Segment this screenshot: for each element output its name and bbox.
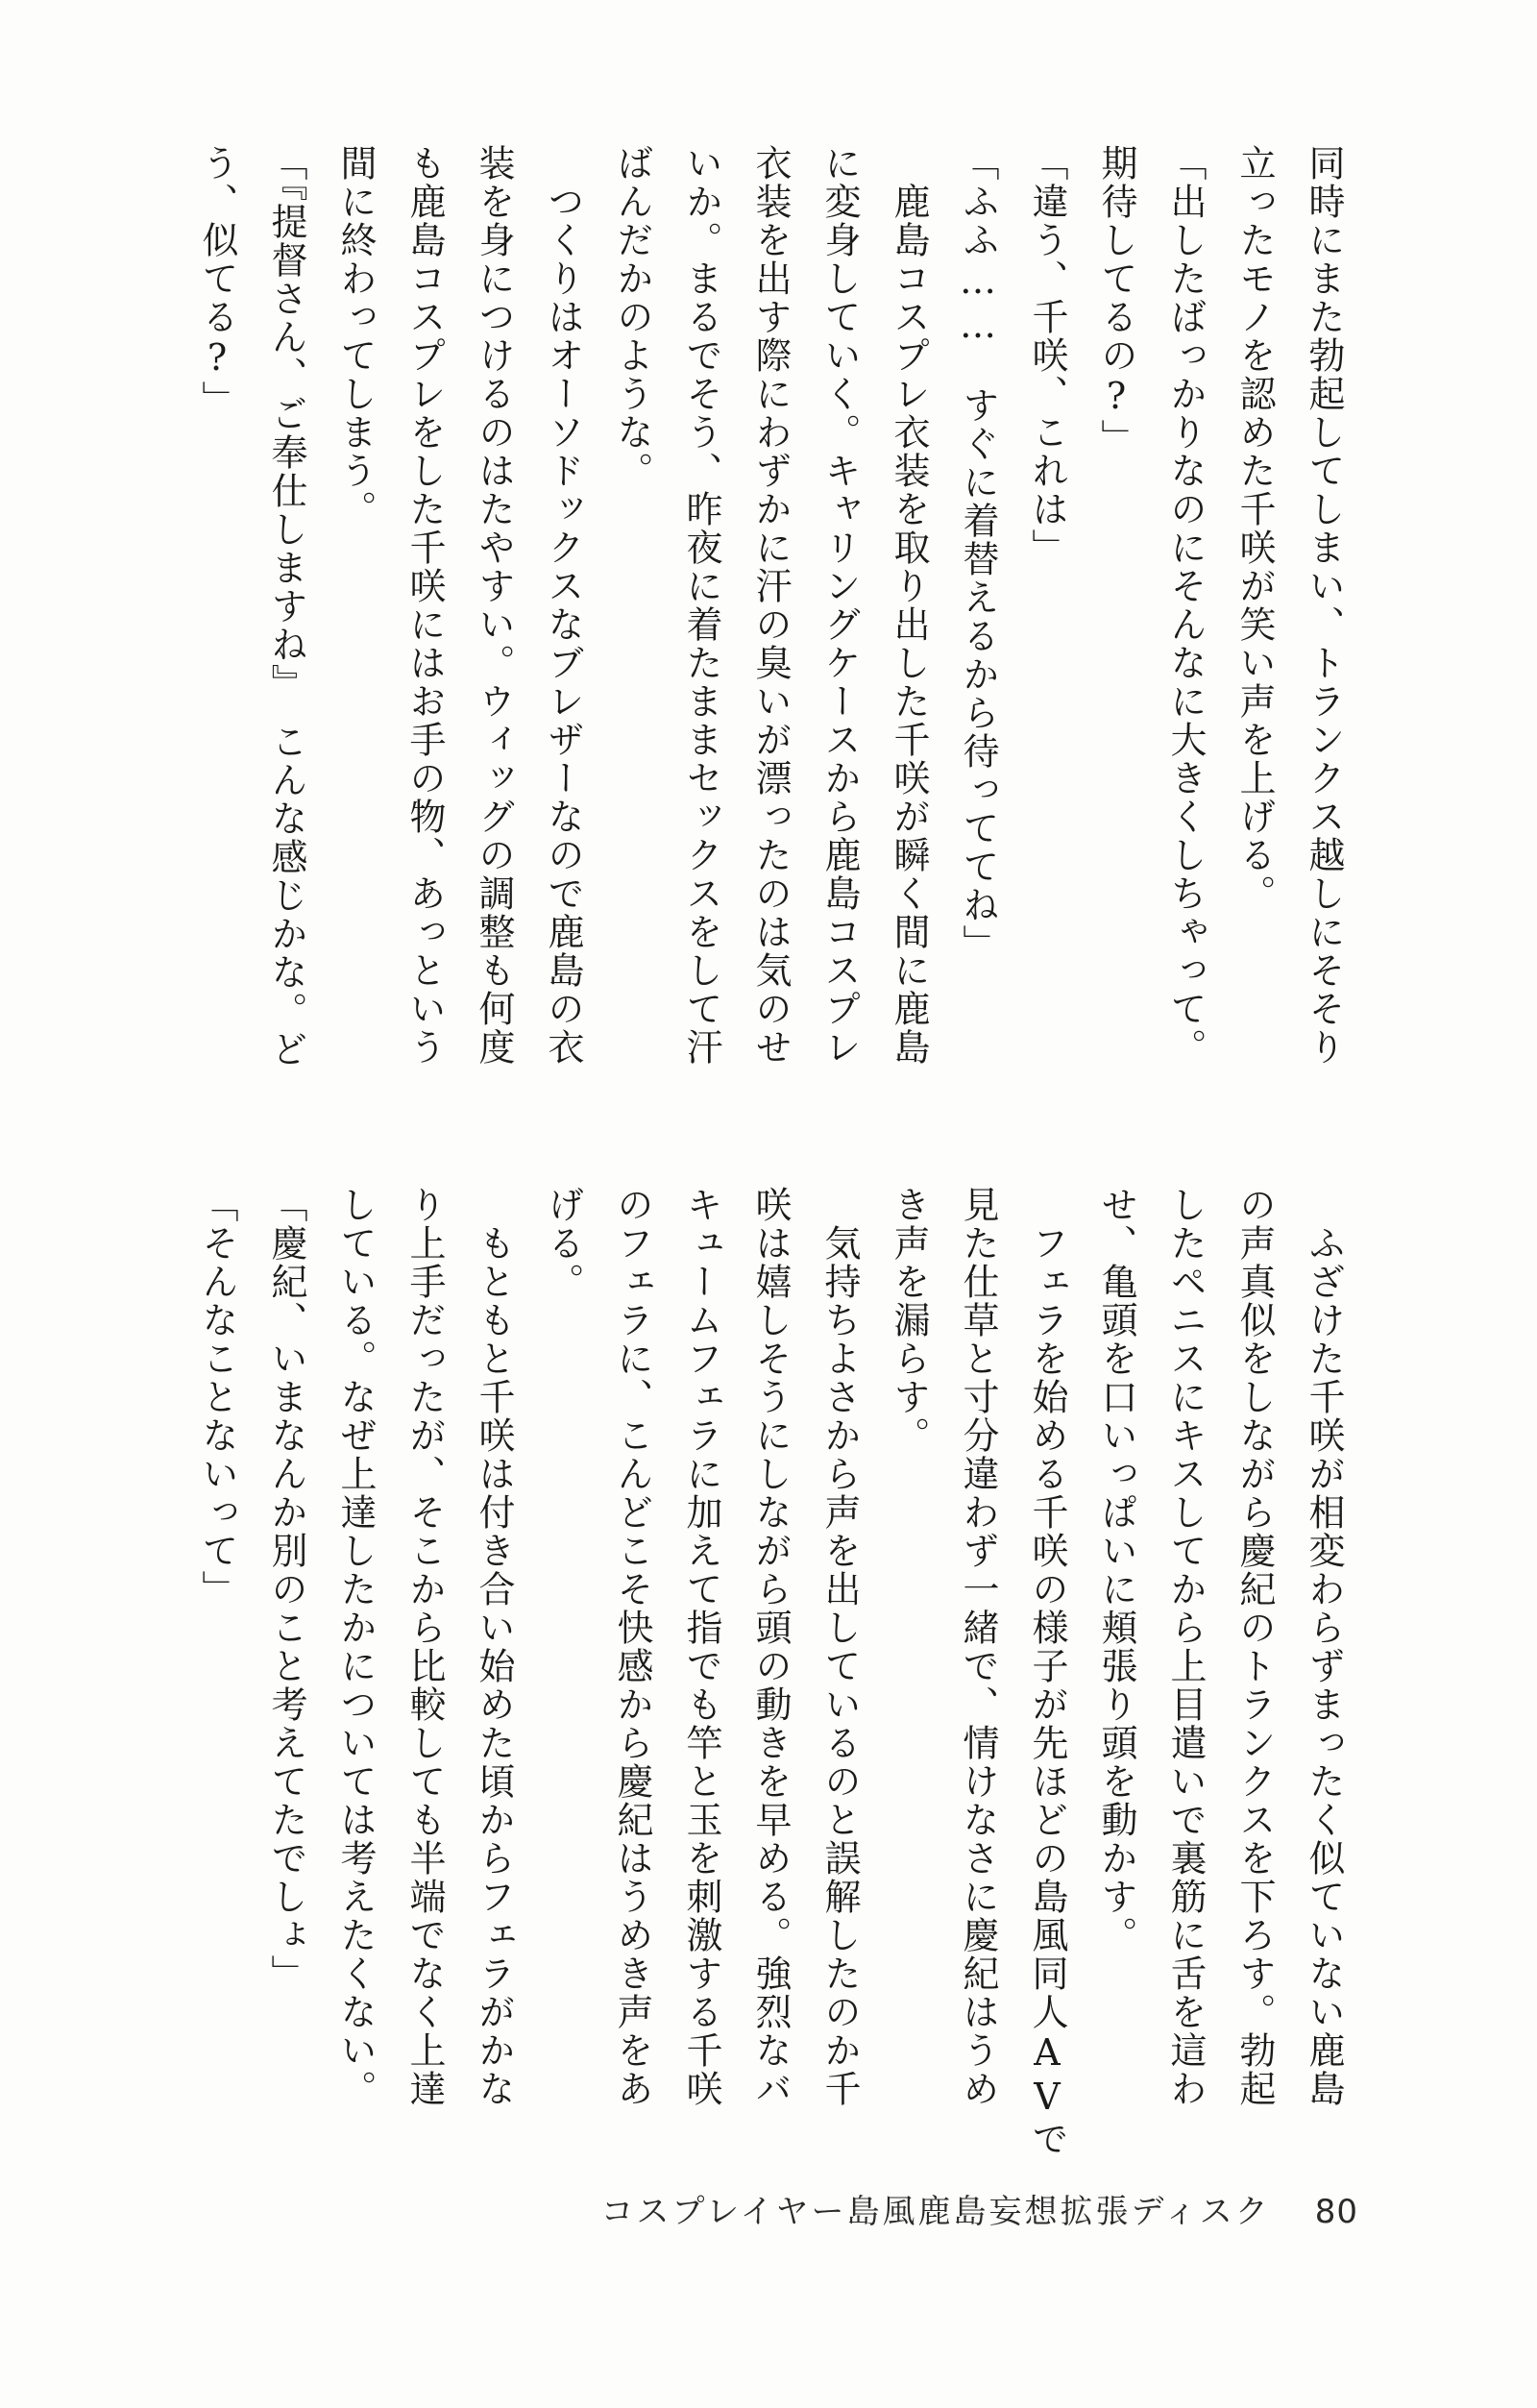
page-number: 80 xyxy=(1314,2193,1358,2231)
text-line: 同時にまた勃起してしまい、トランクス越しにそそり xyxy=(1303,144,1345,1067)
text-line: 「出したばっかりなのにそんなに大きくしちゃって。 xyxy=(1164,144,1207,1067)
text-line: 見た仕草と寸分違わず一緒で、情けなさに慶紀はうめ xyxy=(957,1186,999,2108)
text-line: も鹿島コスプレをした千咲にはお手の物、あっという xyxy=(403,144,446,1067)
text-line: ふざけた千咲が相変わらずまったく似ていない鹿島 xyxy=(1303,1186,1345,2108)
text-line: いか。まるでそう、昨夜に着たままセックスをして汗 xyxy=(680,144,722,1067)
text-line: 期待してるの?」 xyxy=(1095,144,1137,457)
page-footer xyxy=(601,2185,1358,2232)
text-line: のフェラに、こんどこそ快感から慶紀はうめき声をあ xyxy=(611,1186,653,2108)
text-line: している。なぜ上達したかについては考えたくない。 xyxy=(334,1186,377,2108)
text-line: の声真似をしながら慶紀のトランクスを下ろす。勃起 xyxy=(1233,1186,1276,2108)
text-line: 間に終わってしまう。 xyxy=(334,144,377,528)
text-line: 「ふふ…… すぐに着替えるから待っててね」 xyxy=(957,144,999,963)
text-line: う、似てる?」 xyxy=(196,144,238,419)
text-line: 気持ちよさから声を出しているのと誤解したのか千 xyxy=(818,1186,861,2108)
text-line: フェラを始める千咲の様子が先ほどの島風同人AVで xyxy=(1026,1186,1068,2158)
text-line: 「『提督さん、ご奉仕しますね』 こんな感じかな。ど xyxy=(265,144,307,1069)
text-line: き声を漏らす。 xyxy=(888,1186,930,1455)
text-line: 鹿島コスプレ衣装を取り出した千咲が瞬く間に鹿島 xyxy=(888,144,930,1067)
text-line: 「慶紀、いまなんか別のこと考えてたでしょ」 xyxy=(265,1186,307,1993)
footer-title: コスプレイヤー島風鹿島妄想拡張ディスク xyxy=(600,2193,1271,2231)
text-line: 「そんなことないって」 xyxy=(196,1186,238,1609)
text-line: つくりはオーソドックスなブレザーなので鹿島の衣 xyxy=(542,144,584,1067)
text-line: 立ったモノを認めた千咲が笑い声を上げる。 xyxy=(1233,144,1276,913)
text-line: 咲は嬉しそうにしながら頭の動きを早める。強烈なバ xyxy=(749,1186,792,2108)
text-line: り上手だったが、そこから比較しても半端でなく上達 xyxy=(403,1186,446,2108)
text-line: もともと千咲は付き合い始めた頃からフェラがかな xyxy=(473,1186,515,2108)
text-line: 衣装を出す際にわずかに汗の臭いが漂ったのは気のせ xyxy=(749,144,792,1067)
bottom-text-block xyxy=(183,1186,1358,2158)
text-line: せ、亀頭を口いっぱいに頬張り頭を動かす。 xyxy=(1095,1186,1137,1954)
text-line: げる。 xyxy=(542,1186,584,1301)
text-line: したペニスにキスしてから上目遣いで裏筋に舌を這わ xyxy=(1164,1186,1207,2108)
text-line: に変身していく。キャリングケースから鹿島コスプレ xyxy=(818,144,861,1067)
top-text-block xyxy=(183,144,1358,1074)
text-line: 装を身につけるのはたやすい。ウィッグの調整も何度 xyxy=(473,144,515,1067)
text-line: ばんだかのような。 xyxy=(611,144,653,490)
text-line: 「違う、千咲、これは」 xyxy=(1026,144,1068,567)
text-line: キュームフェラに加えて指でも竿と玉を刺激する千咲 xyxy=(680,1186,722,2108)
